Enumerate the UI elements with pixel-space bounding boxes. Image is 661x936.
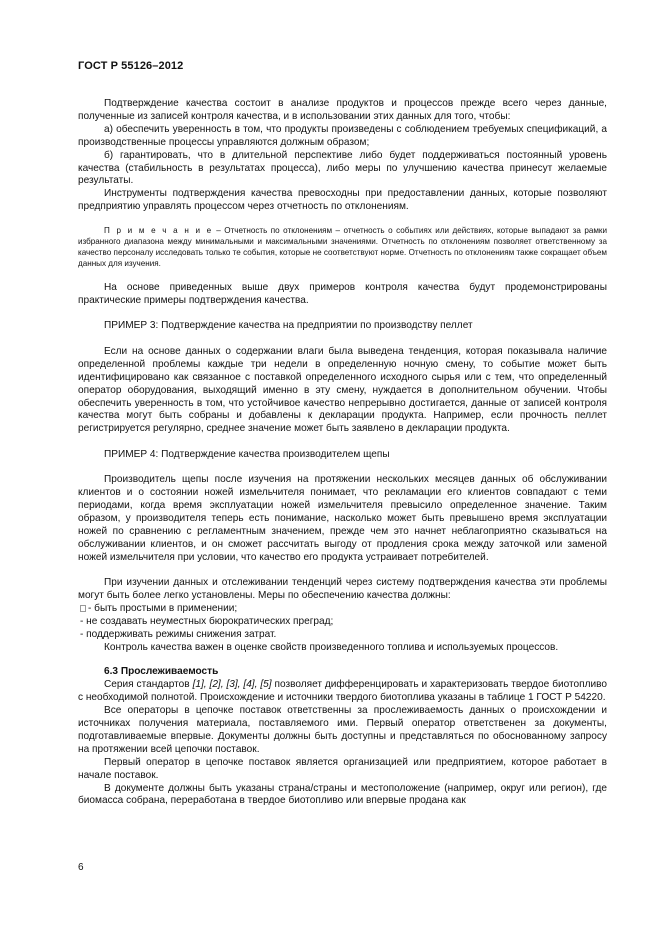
paragraph: Производитель щепы после изучения на протяжении нескольких месяцев данных об обслуживании клиентов и о состоянии ножей измельчителя понимает, что рекламации его клиентов совпадают с теми периодами, когда время эксплуатации ножей измельчителя превысило определенное значение. Таким образом, у производителя теперь есть понимание, насколько может быть превышено время эксплуатации ножей по сравнению с регламентным значением, прежде чем это начнет неблагоприятно сказываться на обслуживании клиентов, и он сможет рассчитать выгоду от продления срока между заточкой или заменой ножей измельчителя при условии, что качество его продукта устраивает потребителей. (78, 474, 607, 563)
paragraph: Инструменты подтверждения качества превосходны при предоставлении данных, которые позволяют предприятию управлять процессом через отчетность по отклонениям. (78, 188, 607, 213)
paragraph: При изучении данных и отслеживании тенденций через систему подтверждения качества эти проблемы могут быть более легко установлены. Меры по обеспечению качества должны: (78, 576, 607, 601)
document-code-header: ГОСТ Р 55126–2012 (78, 60, 184, 72)
list-item: - не создавать неуместных бюрократических преград; (80, 615, 334, 627)
paragraph: Подтверждение качества состоит в анализе продуктов и процессов прежде всего через данные, полученные из записей контроля качества, и в использовании этих данных для того, чтобы: (78, 98, 607, 122)
list-item: - поддерживать режимы снижения затрат. (80, 628, 277, 640)
page-body (78, 98, 607, 808)
references: [1], [2], [3], [4], [5] (192, 679, 272, 691)
paragraph: Первый оператор в цепочке поставок является организацией или предприятием, которое работает в начале поставок. (78, 756, 607, 781)
example-3-title: ПРИМЕР 3: Подтверждение качества на предприятии по производству пеллет (104, 320, 473, 332)
paragraph: Контроль качества важен в оценке свойств произведенного топлива и используемых процессов. (104, 641, 559, 653)
paragraph: Серия стандартов [1], [2], [3], [4], [5] позволяет дифференцировать и характеризовать твердое биотопливо с необходимой полнотой. Происхождение и источники твердого биотоплива указаны в таблице 1 ГОСТ Р 54220. (78, 679, 607, 704)
paragraph: б) гарантировать, что в длительной перспективе либо будет поддерживаться постоянный уровень качества (стабильность в результатах процесса), либо меры по улучшению качества принесут желаемые результаты. (78, 149, 607, 187)
section-title: 6.3 Прослеживаемость (104, 666, 219, 678)
list-item: - быть простыми в применении; (78, 603, 607, 616)
example-4-title: ПРИМЕР 4: Подтверждение качества производителем щепы (104, 448, 390, 460)
note-text: – Отчетность по отклонениям – отчетность о событиях или действиях, которые выпадают за рамки избранного диапазона между минимальными и максимальными значениями. Отчетность по отклонениям позволяет ответственному за качество персоналу исследовать только те события, которые не соответствуют норме. Отчетность по отклонениям также сокращает объем данных для изучения. (78, 226, 607, 269)
paragraph: Все операторы в цепочке поставок ответственны за прослеживаемость данных о происхождении и источниках получения материала, поставляемого ими. Первый оператор ответственен за документы, подготавливаемые впервые. Документы должны быть доступны и представляться по обоснованному запросу на протяжении всей цепочки поставок. (78, 705, 607, 755)
paragraph: В документе должны быть указаны страна/страны и местоположение (например, округ или регион), где биомасса собрана, переработана в твердое биотопливо или впервые продана как (78, 782, 607, 807)
page-number: 6 (78, 862, 84, 873)
note-label: П р и м е ч а н и е (104, 226, 213, 236)
bullet-box-icon (80, 605, 86, 612)
note-block (78, 225, 607, 269)
paragraph: а) обеспечить уверенность в том, что продукты произведены с соблюдением требуемых спецификаций, а производственные процессы управляются должным образом; (78, 123, 607, 148)
paragraph: На основе приведенных выше двух примеров контроля качества будут продемонстрированы практические примеры подтверждения качества. (78, 282, 607, 307)
paragraph: Если на основе данных о содержании влаги была выведена тенденция, которая показывала наличие определенной проблемы каждые три недели в определенную ночную смену, то событие может быть идентифицировано как связанное с поставкой определенного исходного сырья или с тем, что определенный оператор оборудования, выходящий именно в эту смену, нуждается в дополнительном обучении. Чтобы обеспечить уверенность в том, что устойчивое качество непрерывно достигается, данные от записей контроля качества могут быть собраны и добавлены к декларации продукта. Например, если прочность пеллет регистрируется регулярно, среднее значение может быть заявлено в декларации продукта. (78, 345, 607, 435)
